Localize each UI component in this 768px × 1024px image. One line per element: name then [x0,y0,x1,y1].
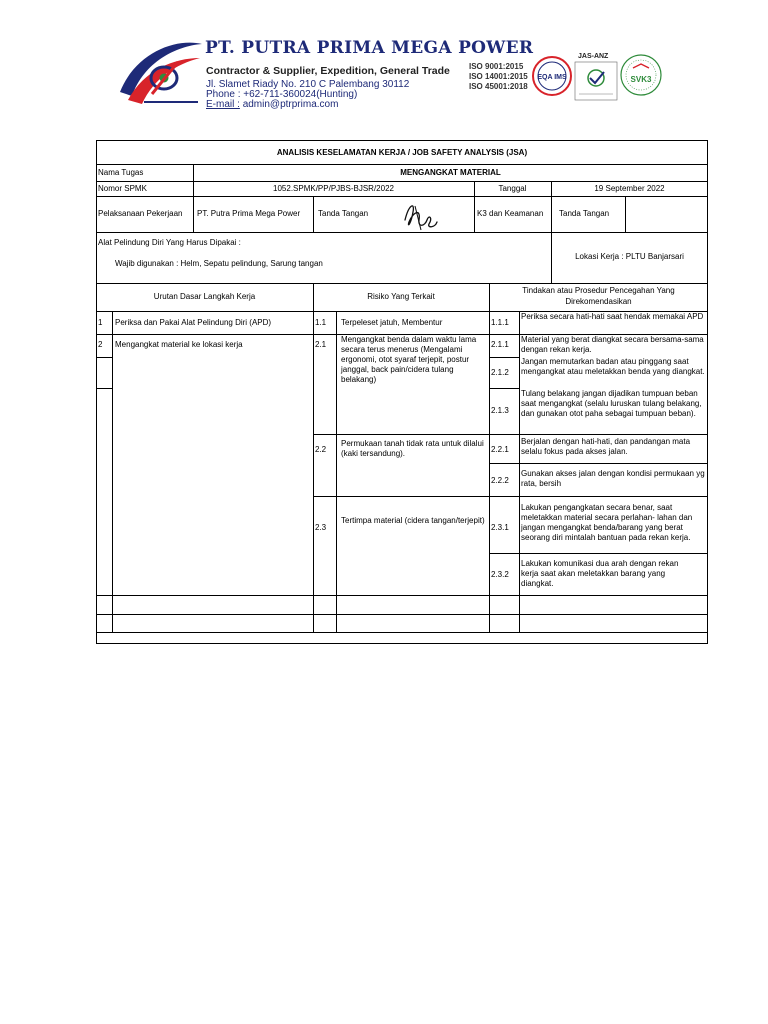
nama-tugas-value: MENGANGKAT MATERIAL [400,168,501,177]
action-text: Tulang belakang jangan dijadikan tumpuan beban saat mengangkat (selalu luruskan tulang belakang, dan gunakan otot paha sebagai tumpuan beban). [521,389,702,418]
signature [399,198,441,234]
tanggal-value: 19 September 2022 [594,184,665,193]
action-no: 2.2.1 [491,445,509,454]
risk-no: 2.3 [315,523,327,532]
rule [96,595,708,596]
email-label: E-mail : [206,99,240,110]
company-tagline: Contractor & Supplier, Expedition, General Trade [206,65,450,77]
rule [96,283,708,284]
action-no: 2.1.3 [491,406,509,415]
rule [489,463,708,464]
rule [313,283,314,632]
iso-certifications [469,62,528,92]
apd-detail: Wajib digunakan : Helm, Sepatu pelindung, Sarung tangan [115,259,323,268]
pelaksanaan-value: PT. Putra Prima Mega Power [197,209,301,218]
col-header-tindakan-1: Tindakan atau Prosedur Pencegahan Yang [522,286,675,295]
iso-45001: ISO 45001:2018 [469,82,528,91]
action-no: 2.3.1 [491,523,509,532]
email-value: admin@ptrprima.com [242,99,339,110]
rule [96,632,708,633]
risk-text: Terpeleset jatuh, Membentur [341,318,443,327]
action-no: 1.1.1 [491,318,509,327]
action-text: Lakukan komunikasi dua arah dengan rekan kerja saat akan meletakkan barang yang diangkat. [521,559,679,588]
rule [519,311,520,632]
iso-9001: ISO 9001:2015 [469,62,524,71]
action-no: 2.2.2 [491,476,509,485]
col-header-langkah: Urutan Dasar Langkah Kerja [153,292,256,301]
risk-text: Tertimpa material (cidera tangan/terjepit) [341,516,485,525]
pelaksanaan-label: Pelaksanaan Pekerjaan [98,209,183,218]
rule [96,388,112,389]
rule [112,311,113,632]
step-no: 2 [98,340,103,349]
k3-label: K3 dan Keamanan [477,209,544,218]
step-text: Mengangkat material ke lokasi kerja [115,340,243,349]
risk-no: 2.1 [315,340,327,349]
tanda-tangan-label-2: Tanda Tangan [559,209,610,218]
svg-text:SVK3: SVK3 [630,75,652,84]
action-text: Material yang berat diangkat secara bersama-sama dengan rekan kerja. [521,335,704,354]
lokasi-kerja: Lokasi Kerja : PLTU Banjarsari [575,252,684,261]
risk-no: 1.1 [315,318,327,327]
apd-heading: Alat Pelindung Diri Yang Harus Dipakai : [98,238,241,247]
rule [489,357,519,358]
risk-text: Mengangkat benda dalam waktu lama secara terus menerus (Mengalami ergonomi, otot syaraf terjepit, postur janggal, back pain/cidera tulang belakang) [341,335,477,384]
jas-anz-label: JAS-ANZ [578,53,609,60]
phone-label: Phone : [206,89,241,100]
rule [489,283,490,632]
col-header-risiko: Risiko Yang Terkait [367,292,435,301]
tanda-tangan-label: Tanda Tangan [318,209,369,218]
rule [489,553,708,554]
eqa-ims-badge [531,55,573,97]
rule [96,614,708,615]
rule [313,196,314,232]
svg-text:EQA IMS: EQA IMS [537,74,567,81]
rule [489,388,519,389]
risk-text: Permukaan tanah tidak rata untuk dilalui (kaki tersandung). [341,439,484,458]
rule [96,164,708,165]
rule [336,311,337,632]
company-name: PT. PUTRA PRIMA MEGA POWER [205,38,534,58]
nama-tugas-label: Nama Tugas [98,168,144,177]
action-text: Periksa secara hati-hati saat hendak memakai APD [521,312,704,321]
nomor-spmk-value: 1052.SPMK/PP/PJBS-BJSR/2022 [273,184,394,193]
rule [96,196,708,197]
rule [96,357,112,358]
company-logo [114,34,204,108]
action-no: 2.3.2 [491,570,509,579]
rule [625,196,626,232]
nomor-spmk-label: Nomor SPMK [98,184,147,193]
action-text: Gunakan akses jalan dengan kondisi permukaan yg rata, bersih [521,469,705,488]
step-no: 1 [98,318,103,327]
company-email [206,99,338,110]
phone-value: +62-711-360024(Hunting) [243,89,358,100]
iso-14001: ISO 14001:2015 [469,72,528,81]
col-header-tindakan-2: Direkomendasikan [565,297,632,306]
action-text: Jangan memutarkan badan atau pinggang saat mengangkat atau meletakkan benda yang diangkat. [521,357,705,376]
action-no: 2.1.2 [491,368,509,377]
risk-no: 2.2 [315,445,327,454]
rule [96,181,708,182]
form-title: ANALISIS KESELAMATAN KERJA / JOB SAFETY ANALYSIS (JSA) [276,148,528,157]
action-no: 2.1.1 [491,340,509,349]
rule [313,434,708,435]
action-text: Berjalan dengan hati-hati, dan pandangan mata selalu fokus pada akses jalan. [521,437,691,456]
step-text: Periksa dan Pakai Alat Pelindung Diri (APD) [115,318,272,327]
tanggal-label: Tanggal [498,184,527,193]
action-text: Lakukan pengangkatan secara benar, saat meletakkan material secara perlahan- lahan dan jangan mengangkat benda/barang yang berat seorang diri mintalah bantuan pada rekan kerja. [521,503,693,542]
rule [313,496,708,497]
svk3-badge [619,52,663,98]
company-address: Jl. Slamet Riady No. 210 C Palembang 30112 [206,79,410,90]
